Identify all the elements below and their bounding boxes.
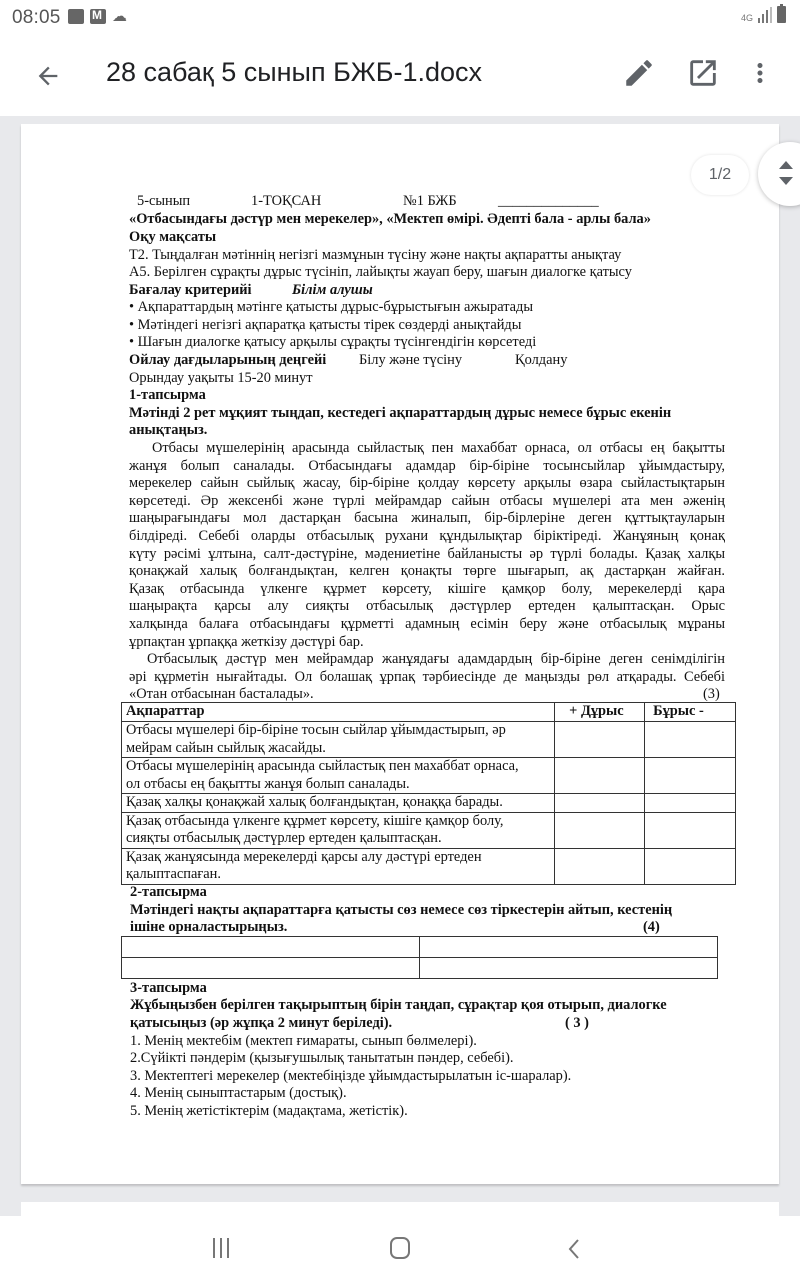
battery-icon bbox=[777, 6, 786, 23]
statement-cell bbox=[122, 812, 555, 848]
task3-score: ( 3 ) bbox=[565, 1015, 589, 1031]
table-row bbox=[122, 758, 736, 794]
column-header-true: + Дұрыс bbox=[555, 703, 645, 722]
task2-heading: 2-тапсырма bbox=[130, 884, 207, 900]
nav-back-button[interactable] bbox=[566, 1238, 582, 1260]
reading-text-line: жанұя болып саналады. Отбасындағы адамдар бір-біріне тосынсыйлар ұйымдастыру, bbox=[129, 458, 725, 474]
recent-apps-button[interactable] bbox=[213, 1238, 235, 1258]
column-header-false: Бұрыс - bbox=[645, 703, 736, 722]
criteria-subject: Білім алушы bbox=[292, 282, 373, 298]
false-cell[interactable] bbox=[645, 794, 736, 813]
reading-text-line: «Отан отбасынан басталады». bbox=[129, 686, 314, 702]
reading-text-line: халқында балаға отбасындағы құрметті адамның есімін беру және отбасылық мұраны bbox=[129, 616, 725, 632]
goal-item: А5. Берілген сұрақты дұрыс түсініп, лайықты жауап беру, шағын диалогке қатысу bbox=[129, 264, 632, 280]
statement-line: Қазақ халқы қонақжай халық болғандықтан, қонаққа барады. bbox=[126, 794, 503, 810]
keywords-table bbox=[121, 936, 718, 979]
reading-text-line: мерекелер сайын сыйлық жасау, бір-біріне қолдау көрсету арқылы өзара сыйластықтарын bbox=[129, 475, 725, 491]
open-with-button[interactable] bbox=[686, 56, 722, 92]
page-indicator: 1/2 bbox=[691, 155, 749, 195]
statement-line: Отбасы мүшелерінің арасында сыйластық пен махаббат орнаса, bbox=[126, 758, 519, 774]
gallery-icon bbox=[68, 9, 84, 24]
document-title: 28 сабақ 5 сынып БЖБ-1.docx bbox=[106, 57, 482, 87]
table-row bbox=[122, 958, 718, 979]
task3-heading: 3-тапсырма bbox=[130, 980, 207, 996]
statement-line: ол отбасы ең бақытты жанұя болып саналады. bbox=[126, 775, 410, 792]
reading-text-line: ұрпақтан ұрпаққа жеткізу дәстүрі бар. bbox=[129, 634, 364, 650]
reading-text-line: білдіреді. Себебі оларды отбасылық рухани құндылықтар біріктіреді. Жанұяның қонақ bbox=[129, 528, 725, 544]
false-cell[interactable] bbox=[645, 812, 736, 848]
criteria-item: • Шағын диалогке қатысу арқылы сұрақты түсінгендігін көрсетеді bbox=[129, 334, 537, 350]
back-icon bbox=[566, 1238, 582, 1260]
weather-icon: ☁ bbox=[112, 8, 127, 25]
table-row bbox=[122, 848, 736, 884]
recent-apps-icon bbox=[213, 1238, 215, 1258]
statement-line: қалыптаспаған. bbox=[126, 866, 221, 882]
name-blank: ______________ bbox=[498, 193, 599, 209]
task1-instruction: Мәтінді 2 рет мұқият тыңдап, кестедегі ақпараттардың дұрыс немесе бұрыс екенін bbox=[129, 405, 672, 421]
criteria-item: • Ақпараттардың мәтінге қатысты дұрыс-бұрыстығын ажыратады bbox=[129, 299, 534, 315]
table-row bbox=[122, 937, 718, 958]
reading-text-line: Қазақ отбасында үлкенге құрмет көрсету, кішіге қамқор болу, мерекелерді қара bbox=[129, 581, 725, 597]
notification-icons bbox=[68, 9, 132, 24]
network-type: 4G bbox=[740, 13, 753, 23]
true-cell[interactable] bbox=[555, 758, 645, 794]
table-row bbox=[122, 794, 736, 813]
true-cell[interactable] bbox=[555, 794, 645, 813]
statement-line: Отбасы мүшелері бір-біріне тосын сыйлар ұйымдастырып, әр bbox=[126, 722, 506, 738]
edit-pencil-icon bbox=[622, 56, 656, 90]
grade-label: 5-сынып bbox=[137, 193, 191, 209]
keyword-cell[interactable] bbox=[122, 958, 420, 979]
statement-line: Қазақ жанұясында мерекелерді қарсы алу дәстүрі ертеден bbox=[126, 848, 482, 865]
more-vert-icon bbox=[745, 56, 775, 90]
gmail-icon bbox=[90, 9, 106, 24]
false-cell[interactable] bbox=[645, 848, 736, 884]
system-icons bbox=[741, 6, 786, 23]
statement-cell bbox=[122, 758, 555, 794]
reading-text-line: әрі құрметін нығайтады. Ол болашақ ұрпақ тәрбиесінде де маңызды рөл атқарады. Себебі bbox=[129, 669, 725, 685]
keyword-cell[interactable] bbox=[122, 937, 420, 958]
recent-apps-icon-bar bbox=[227, 1238, 229, 1258]
true-cell[interactable] bbox=[555, 722, 645, 758]
task3-instruction: Жұбыңызбен берілген тақырыптың бірін таңдап, сұрақтар қоя отырып, диалогке bbox=[130, 997, 667, 1013]
home-button[interactable] bbox=[390, 1237, 410, 1259]
true-cell[interactable] bbox=[555, 848, 645, 884]
back-button[interactable] bbox=[30, 58, 66, 94]
task2-score: (4) bbox=[643, 919, 660, 935]
document-page-2 bbox=[21, 1202, 779, 1216]
task3-instruction: қатысыңыз (әр жұпқа 2 минут беріледі). bbox=[130, 1015, 393, 1031]
goal-item: Т2. Тыңдалған мәтіннің негізгі мазмұнын түсіну және нақты ақпаратты анықтау bbox=[129, 247, 622, 263]
criteria-item: • Мәтіндегі негізгі ақпаратқа қатысты тірек сөздерді анықтайды bbox=[129, 317, 522, 333]
topic-item: 4. Менің сыныптастарым (достық). bbox=[130, 1085, 347, 1101]
task1-score: (3) bbox=[703, 686, 720, 702]
task2-instruction: ішіне орналастырыңыз. bbox=[130, 919, 288, 935]
statement-cell bbox=[122, 722, 555, 758]
reading-text-line: Отбасылық дәстүр мен мейрамдар жанұядағы адамдардың бір-біріне деген сенімділігін bbox=[147, 651, 725, 667]
false-cell[interactable] bbox=[645, 722, 736, 758]
reading-text-line: Отбасы мүшелерінің арасында сыйластық пен махаббат орнаса, ол отбасы ең бақытты bbox=[152, 440, 725, 456]
statement-line: Қазақ отбасында үлкенге құрмет көрсету, кішіге қамқор болу, bbox=[126, 812, 504, 829]
topic-item: 3. Мектептегі мерекелер (мектебіңізде ұйымдастырылатын іс-шаралар). bbox=[130, 1068, 572, 1084]
thinking-level: Білу және түсіну bbox=[359, 352, 463, 368]
statement-line: мейрам сайын сыйлық жасайды. bbox=[126, 739, 326, 756]
reading-text-line: күту рәсімі ұлтына, салт-дәстүріне, мәдениетіне байланысты әр түрлі болады. Қазақ халқы bbox=[129, 546, 725, 562]
topic-title: «Отбасындағы дәстүр мен мерекелер», «Мектеп өмірі. Әдепті бала - арлы бала» bbox=[129, 211, 651, 227]
time-limit: Орындау уақыты 15-20 минут bbox=[129, 370, 313, 386]
scroll-down-icon bbox=[779, 177, 793, 185]
statement-cell bbox=[122, 848, 555, 884]
task1-instruction: анықтаңыз. bbox=[129, 422, 208, 438]
statement-line: сияқты отбасылық дәстүрлер ертеден қалыптасқан. bbox=[126, 830, 442, 846]
more-options-button[interactable] bbox=[745, 56, 775, 92]
recent-apps-icon-bar bbox=[220, 1238, 222, 1258]
task1-heading: 1-тапсырма bbox=[129, 387, 206, 403]
thinking-heading: Ойлау дағдыларының деңгейі bbox=[129, 352, 327, 368]
keyword-cell[interactable] bbox=[420, 937, 718, 958]
signal-icon bbox=[758, 7, 772, 23]
reading-text-line: қонақжай халық болғандықтан, келген қонақты төрге шығарып, ақ дастарқан жайған. bbox=[129, 563, 725, 579]
status-time: 08:05 bbox=[12, 7, 61, 28]
exam-label: №1 БЖБ bbox=[403, 193, 457, 209]
reading-text-line: шаңырақта қарсы алу сияқты отбасылық дәстүрлер ертеден қалыптасқан. Орыс bbox=[129, 598, 725, 614]
reading-text-line: көрсетеді. Әр жексенбі және түрлі мейрамдар сайын отбасы мүшелері ата мен әженің bbox=[129, 493, 725, 509]
topic-item: 5. Менің жетістіктерім (мадақтама, жетістік). bbox=[130, 1103, 408, 1119]
thinking-level: Қолдану bbox=[515, 352, 568, 368]
open-external-icon bbox=[686, 56, 720, 90]
goals-heading: Оқу мақсаты bbox=[129, 229, 217, 245]
table-row bbox=[122, 722, 736, 758]
criteria-heading: Бағалау критерийі bbox=[129, 282, 252, 298]
back-arrow-icon bbox=[34, 62, 62, 90]
status-bar bbox=[0, 0, 800, 36]
statement-cell bbox=[122, 794, 555, 813]
true-false-table bbox=[121, 702, 736, 885]
system-nav-bar bbox=[0, 1216, 800, 1280]
topic-item: 2.Сүйікті пәндерім (қызығушылық танытатын пәндер, себебі). bbox=[130, 1050, 514, 1066]
app-bar bbox=[0, 36, 800, 116]
term-label: 1-ТОҚСАН bbox=[251, 193, 322, 209]
table-header-row bbox=[122, 703, 736, 722]
edit-button[interactable] bbox=[622, 56, 658, 92]
table-row bbox=[122, 812, 736, 848]
task2-instruction: Мәтіндегі нақты ақпараттарға қатысты сөз немесе сөз тіркестерін айтып, кестенің bbox=[130, 902, 673, 918]
reading-text-line: шаңырағындағы мол дастарқан басына жиналып, бір-бірлеріне деген құттықтауларын bbox=[129, 510, 725, 526]
true-cell[interactable] bbox=[555, 812, 645, 848]
keyword-cell[interactable] bbox=[420, 958, 718, 979]
false-cell[interactable] bbox=[645, 758, 736, 794]
column-header-info: Ақпараттар bbox=[122, 703, 555, 722]
scroll-up-icon bbox=[779, 161, 793, 169]
topic-item: 1. Менің мектебім (мектеп ғимараты, сынып бөлмелері). bbox=[130, 1033, 477, 1049]
